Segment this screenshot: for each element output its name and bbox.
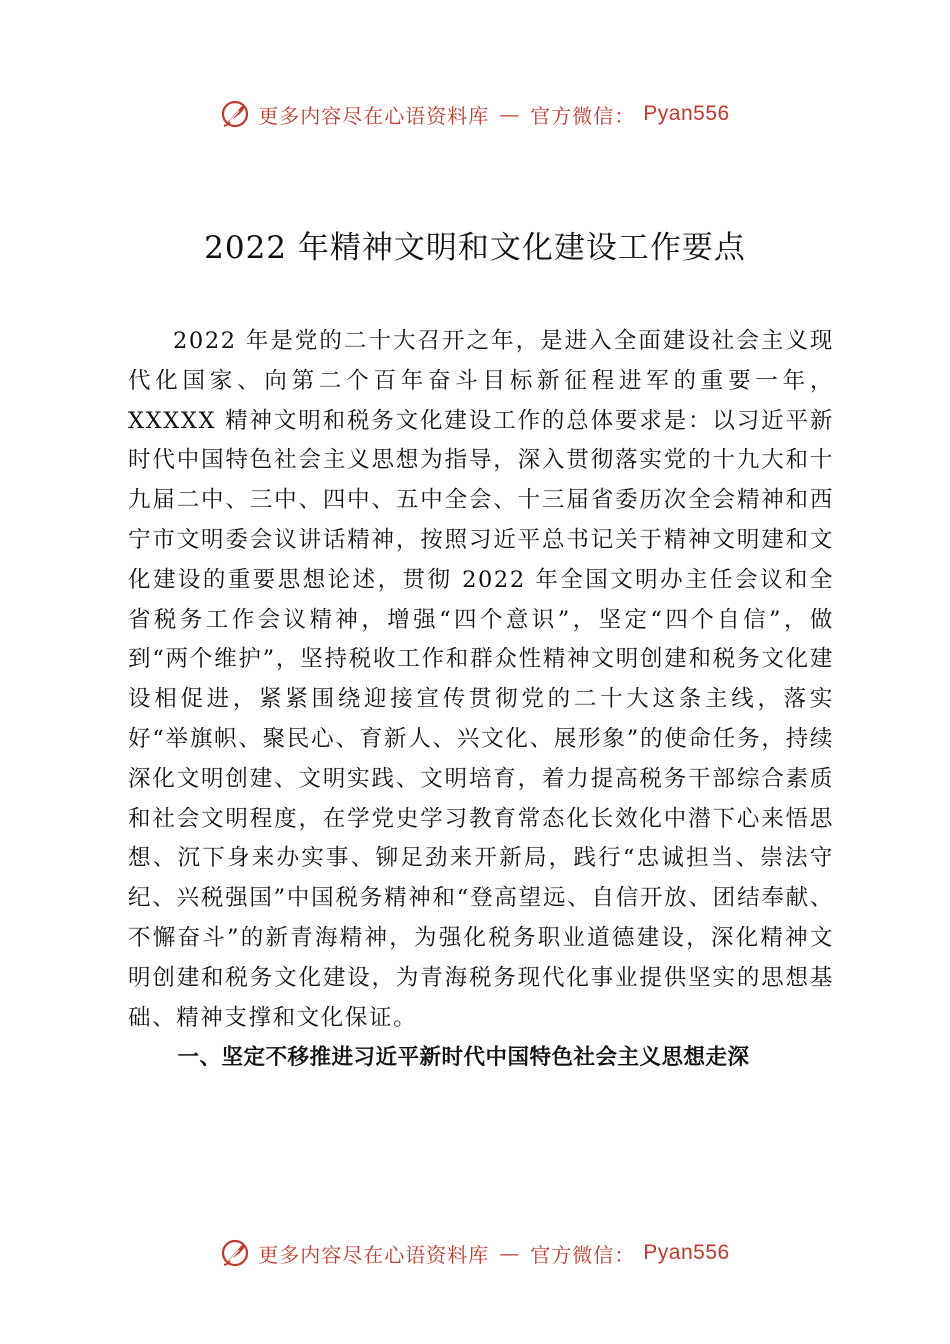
watermark-separator: — [499,102,521,126]
footer-watermark [0,1233,950,1273]
feather-pen-logo-icon [220,1238,250,1268]
document-title: 2022 年精神文明和文化建设工作要点 [204,230,746,266]
watermark-suffix: 官方微信： [530,103,636,128]
body-paragraph: 2022 年是党的二十大召开之年，是进入全面建设社会主义现代化国家、向第二个百年奋斗目标新征程进军的重要一年，XXXXX 精神文明和税务文化建设工作的总体要求是：以习近平新时代中国特色社会主义思想为指导，深入贯彻落实党的十九大和十九届二中、三中、四中、五中全会、十三届省委历次全会精神和西宁市文明委会议讲话精神，按照习近平总书记关于精神文明建和文化建设的重要思想论述，贯彻 2022 年全国文明办主任会议和全省税务工作会议精神，增强“四个意识”，坚定“四个自信”，做到“两个维护”，坚持税收工作和群众性精神文明创建和税务文化建设相促进，紧紧围绕迎接宣传贯彻党的二十大这条主线，落实好“举旗帜、聚民心、育新人、兴文化、展形象”的使命任务，持续深化文明创建、文明实践、文明培育，着力提高税务干部综合素质和社会文明程度，在学党史学习教育常态化长效化中潜下心来悟思想、沉下身来办实事、铆足劲来开新局，践行“忠诚担当、崇法守纪、兴税强国”中国税务精神和“登高望远、自信开放、团结奉献、不懈奋斗”的新青海精神，为强化税务职业道德建设，深化精神文明创建和税务文化建设，为青海税务现代化事业提供坚实的思想基础、精神支撑和文化保证。 [128,328,834,1031]
header-watermark [0,94,950,134]
watermark-handle: Pyan556 [643,1241,730,1264]
watermark-suffix: 官方微信： [530,1242,636,1267]
watermark-text: 更多内容尽在心语资料库 [258,1242,490,1267]
section-heading: 一、坚定不移推进习近平新时代中国特色社会主义思想走深 [177,1045,750,1070]
watermark-handle: Pyan556 [643,102,730,125]
feather-pen-logo-icon [220,99,250,129]
watermark-separator: — [499,1241,521,1265]
watermark-text: 更多内容尽在心语资料库 [258,103,490,128]
